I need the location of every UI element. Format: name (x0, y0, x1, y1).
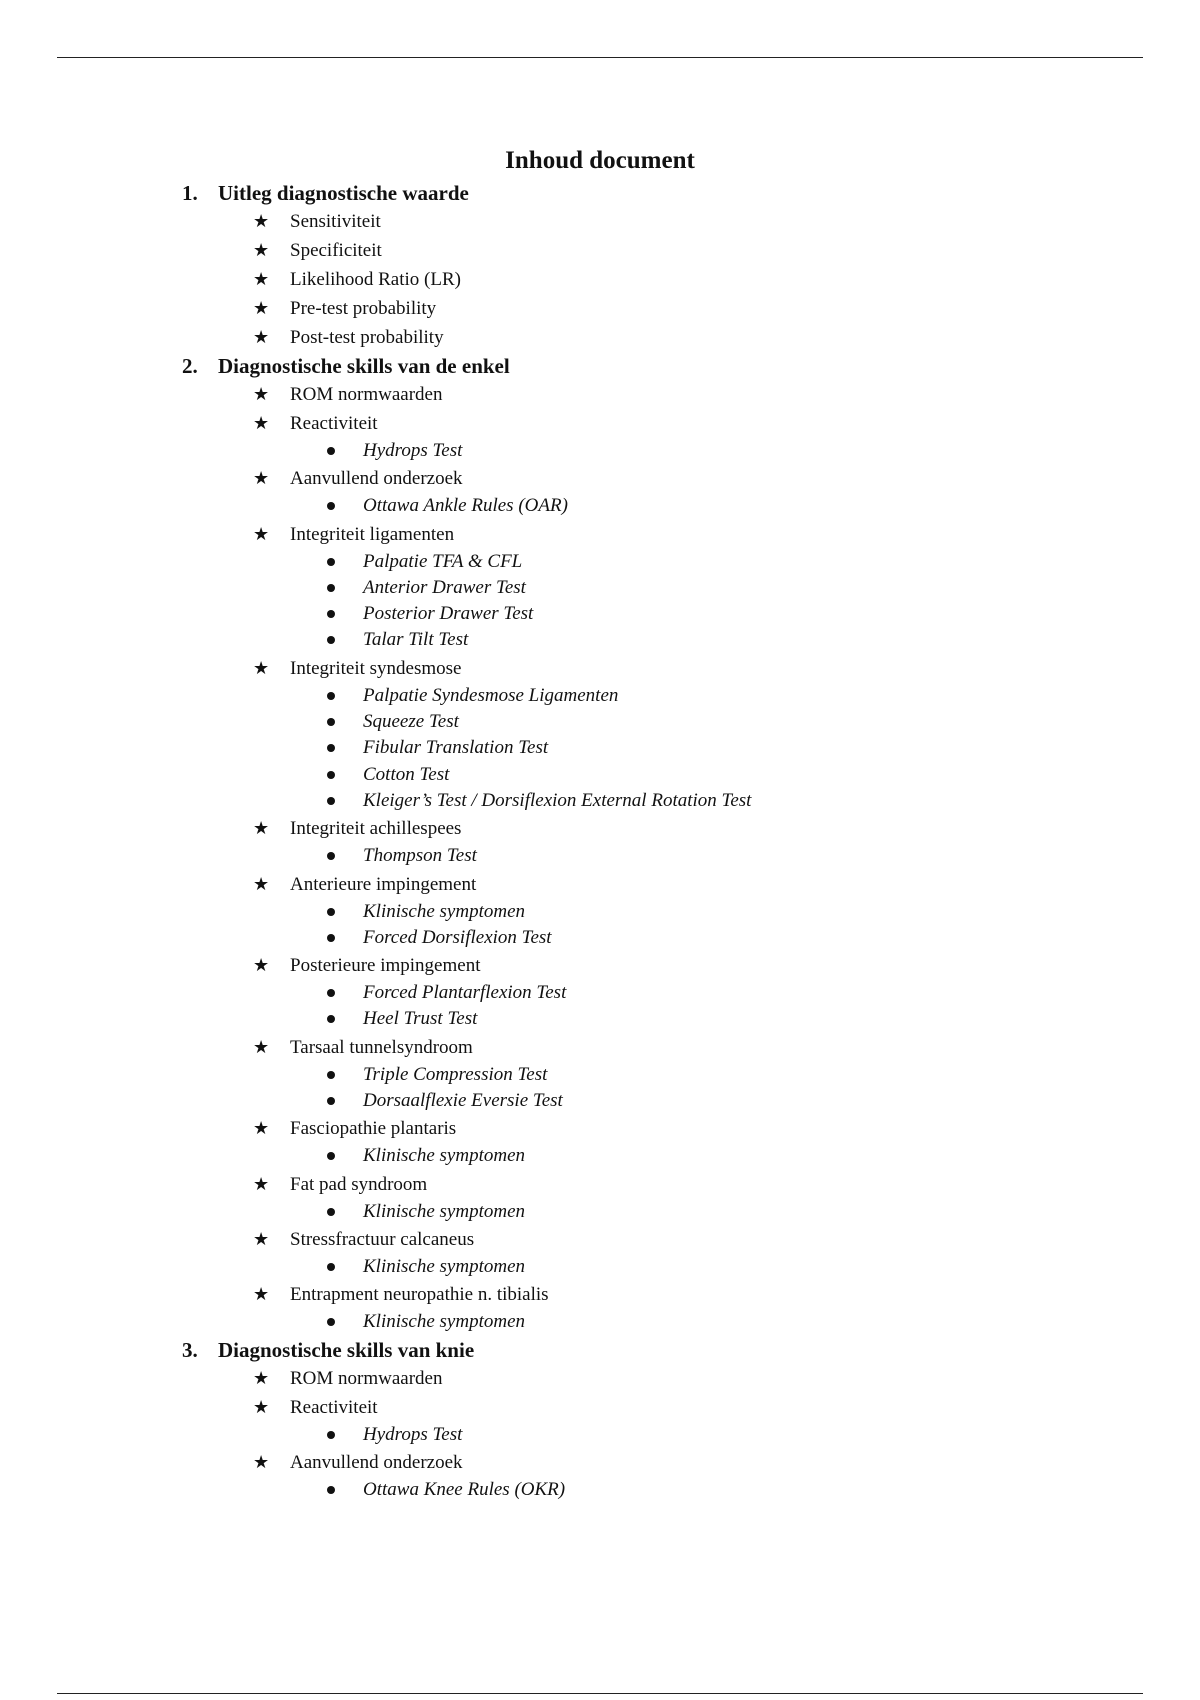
toc-subitem (0, 438, 1200, 464)
star-icon: ★ (253, 468, 270, 489)
toc-item (0, 380, 1200, 409)
toc-subitem (0, 627, 1200, 653)
toc-section-heading (0, 352, 1200, 380)
bullet-dot-icon (327, 1263, 335, 1271)
toc-section-heading (0, 1336, 1200, 1364)
star-icon: ★ (253, 298, 270, 318)
bullet-dot-icon (327, 692, 335, 700)
toc-item-label: Likelihood Ratio (LR) (290, 269, 461, 290)
toc-subitem (0, 735, 1200, 761)
toc-item (0, 1448, 1200, 1477)
footer-rule (57, 1693, 1143, 1694)
toc-item (0, 294, 1200, 323)
bullet-dot-icon (327, 558, 335, 566)
toc-subitem (0, 709, 1200, 735)
toc-subitem (0, 899, 1200, 925)
bullet-dot-icon (327, 584, 335, 592)
toc-item-label: Post-test probability (290, 327, 444, 348)
toc-item-label: Specificiteit (290, 240, 382, 261)
star-icon: ★ (253, 211, 270, 231)
star-icon: ★ (253, 523, 270, 544)
toc-subitem-label: Hydrops Test (363, 440, 463, 461)
toc-subitem-label: Palpatie TFA & CFL (363, 550, 523, 572)
toc-item (0, 464, 1200, 493)
toc-subitem (0, 493, 1200, 519)
toc-item (0, 654, 1200, 683)
toc-subitem-label: Anterior Drawer Test (363, 576, 526, 598)
toc-item (0, 1033, 1200, 1062)
toc-subitem (0, 1254, 1200, 1280)
table-of-contents (0, 179, 1200, 1503)
star-icon: ★ (253, 413, 270, 433)
bullet-dot-icon (327, 636, 335, 644)
toc-item (0, 409, 1200, 438)
toc-item (0, 1364, 1200, 1393)
toc-item-label: Pre-test probability (290, 298, 437, 319)
toc-item-label: ROM normwaarden (290, 1367, 443, 1389)
bullet-dot-icon (327, 502, 335, 510)
toc-subitem (0, 1062, 1200, 1088)
toc-item-label: Aanvullend onderzoek (290, 468, 463, 490)
bullet-dot-icon (327, 1486, 335, 1494)
toc-item (0, 1170, 1200, 1199)
toc-subitem (0, 1422, 1200, 1448)
toc-subitem-label: Squeeze Test (363, 711, 459, 733)
bullet-dot-icon (327, 447, 335, 455)
toc-subitem-label: Talar Tilt Test (363, 629, 469, 651)
star-icon: ★ (253, 873, 270, 894)
toc-item-label: Integriteit ligamenten (290, 523, 455, 545)
toc-item-label: Posterieure impingement (290, 955, 481, 977)
toc-item-label: Integriteit syndesmose (290, 657, 462, 679)
toc-subitem (0, 843, 1200, 869)
toc-subitem (0, 601, 1200, 627)
toc-subitem-label: Palpatie Syndesmose Ligamenten (363, 684, 619, 706)
toc-item-label: Reactiviteit (290, 413, 378, 434)
bullet-dot-icon (327, 1071, 335, 1079)
header-rule (57, 57, 1143, 58)
toc-subitem-label: Klinische symptomen (363, 1200, 526, 1222)
toc-item (0, 520, 1200, 549)
toc-subitem-label: Klinische symptomen (363, 1145, 526, 1167)
bullet-dot-icon (327, 718, 335, 726)
toc-subitem-label: Triple Compression Test (363, 1063, 548, 1085)
toc-item (0, 1114, 1200, 1143)
document-title: Inhoud document (505, 147, 695, 174)
toc-subitem-label: Heel Trust Test (363, 1008, 478, 1030)
toc-subitem-label: Ottawa Ankle Rules (OAR) (363, 495, 568, 517)
star-icon: ★ (253, 1118, 270, 1139)
toc-subitem (0, 549, 1200, 575)
toc-subitem-label: Dorsaalflexie Eversie Test (363, 1090, 563, 1112)
bullet-dot-icon (327, 797, 335, 805)
star-icon: ★ (253, 384, 270, 404)
toc-subitem-label: Posterior Drawer Test (363, 603, 534, 625)
bullet-dot-icon (327, 1152, 335, 1160)
section-number: 1. (182, 181, 198, 205)
toc-subitem (0, 1477, 1200, 1503)
bullet-dot-icon (327, 744, 335, 752)
toc-subitem (0, 1143, 1200, 1169)
toc-subitem (0, 1088, 1200, 1114)
bullet-dot-icon (327, 989, 335, 997)
bullet-dot-icon (327, 1431, 335, 1439)
toc-item (0, 236, 1200, 265)
toc-subitem (0, 683, 1200, 709)
section-title: Diagnostische skills van de enkel (218, 354, 510, 378)
section-title: Uitleg diagnostische waarde (218, 181, 469, 205)
toc-subitem-label: Forced Plantarflexion Test (363, 982, 567, 1004)
toc-subitem-label: Kleiger’s Test / Dorsiflexion External Rotation Test (363, 789, 752, 811)
toc-subitem (0, 925, 1200, 951)
bullet-dot-icon (327, 610, 335, 618)
toc-subitem-label: Hydrops Test (363, 1423, 463, 1445)
star-icon: ★ (253, 1284, 270, 1305)
bullet-dot-icon (327, 934, 335, 942)
toc-item (0, 1280, 1200, 1309)
star-icon: ★ (253, 1173, 270, 1194)
star-icon: ★ (253, 240, 270, 260)
toc-subitem-label: Cotton Test (363, 763, 450, 785)
bullet-dot-icon (327, 1318, 335, 1326)
toc-item-label: Fasciopathie plantaris (290, 1118, 457, 1140)
toc-item-label: Fat pad syndroom (290, 1173, 428, 1195)
star-icon: ★ (253, 1396, 270, 1417)
toc-subitem (0, 788, 1200, 814)
toc-item-label: Sensitiviteit (290, 211, 381, 232)
toc-item-label: Anterieure impingement (290, 873, 477, 895)
section-title: Diagnostische skills van knie (218, 1337, 475, 1362)
toc-item-label: Reactiviteit (290, 1396, 378, 1418)
star-icon: ★ (253, 1228, 270, 1249)
toc-section-heading (0, 179, 1200, 207)
toc-item (0, 814, 1200, 843)
toc-item-label: ROM normwaarden (290, 384, 443, 405)
star-icon: ★ (253, 269, 270, 289)
toc-subitem (0, 575, 1200, 601)
toc-item-label: Entrapment neuropathie n. tibialis (290, 1284, 549, 1306)
toc-subitem-label: Klinische symptomen (363, 1255, 526, 1277)
star-icon: ★ (253, 657, 270, 678)
bullet-dot-icon (327, 852, 335, 860)
bullet-dot-icon (327, 771, 335, 779)
toc-subitem (0, 1199, 1200, 1225)
star-icon: ★ (253, 327, 270, 347)
toc-item-label: Aanvullend onderzoek (290, 1451, 463, 1473)
bullet-dot-icon (327, 908, 335, 916)
toc-subitem (0, 980, 1200, 1006)
star-icon: ★ (253, 1367, 270, 1388)
toc-subitem (0, 762, 1200, 788)
toc-item-label: Stressfractuur calcaneus (290, 1228, 475, 1250)
bullet-dot-icon (327, 1208, 335, 1216)
toc-subitem-label: Ottawa Knee Rules (OKR) (363, 1478, 566, 1500)
toc-item (0, 323, 1200, 352)
star-icon: ★ (253, 818, 270, 839)
star-icon: ★ (253, 1451, 270, 1472)
toc-item (0, 207, 1200, 236)
toc-item (0, 1225, 1200, 1254)
toc-subitem-label: Thompson Test (363, 845, 477, 867)
toc-item (0, 1393, 1200, 1422)
star-icon: ★ (253, 955, 270, 976)
toc-subitem-label: Klinische symptomen (363, 1311, 526, 1333)
toc-item (0, 870, 1200, 899)
toc-subitem-label: Klinische symptomen (363, 900, 526, 922)
star-icon: ★ (253, 1036, 270, 1057)
toc-subitem (0, 1309, 1200, 1335)
bullet-dot-icon (327, 1097, 335, 1105)
section-number: 2. (182, 354, 198, 378)
toc-subitem-label: Fibular Translation Test (363, 737, 549, 759)
toc-subitem-label: Forced Dorsiflexion Test (363, 926, 552, 948)
toc-subitem (0, 1006, 1200, 1032)
toc-item (0, 951, 1200, 980)
toc-item-label: Integriteit achillespees (290, 818, 462, 840)
toc-item-label: Tarsaal tunnelsyndroom (290, 1036, 473, 1058)
toc-item (0, 265, 1200, 294)
bullet-dot-icon (327, 1015, 335, 1023)
section-number: 3. (182, 1337, 198, 1362)
